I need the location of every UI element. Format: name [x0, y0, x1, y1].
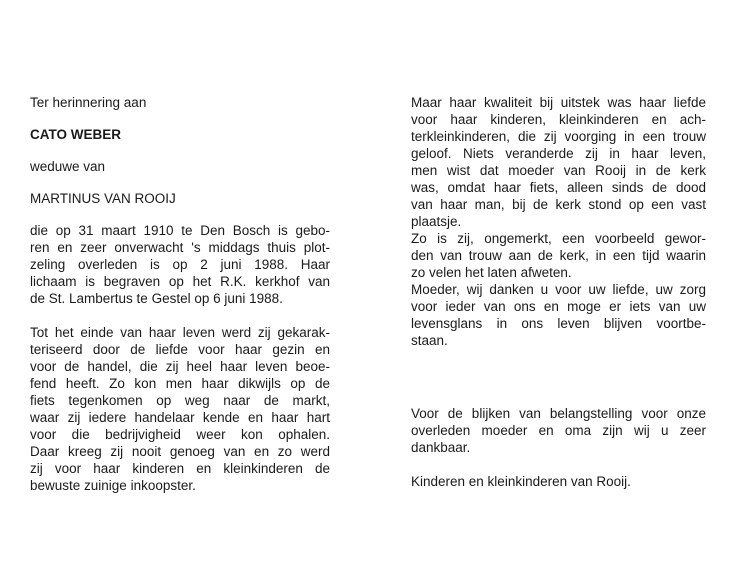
- paragraph-line: de St. Lambertus te Gestel op 6 juni 1988.: [30, 291, 283, 306]
- paragraph-line: voor haar kinderen, kleinkinderen en ach-: [411, 112, 706, 127]
- paragraph-line: lichaam is begraven op het R.K. kerkhof van: [30, 274, 330, 289]
- paragraph-line: zo velen het laten afweten.: [411, 265, 572, 280]
- paragraph-line: voor ieder van ons en moge er iets van uw: [411, 299, 706, 314]
- paragraph-line: overleden moeder en oma zijn wij u zeer: [411, 423, 706, 438]
- paragraph-line: waar zij iedere handelaar kende en haar hart: [30, 410, 330, 425]
- intro-line: Ter herinnering aan: [30, 95, 147, 110]
- paragraph-line: zij voor haar kinderen en kleinkinderen de: [30, 461, 330, 476]
- paragraph-line: Maar haar kwaliteit bij uitstek was haar liefde: [411, 95, 706, 110]
- paragraph-line: den van trouw aan de kerk, in een tijd waarin: [411, 248, 706, 263]
- paragraph-line: teriseerd door de liefde voor haar gezin en: [30, 342, 330, 357]
- paragraph-line: Zo is zij, ongemerkt, een voorbeeld gewor-: [411, 231, 706, 246]
- paragraph-line: bewuste zuinige inkoopster.: [30, 478, 196, 493]
- paragraph-line: levensglans in ons leven blijven voortbe-: [411, 316, 706, 331]
- paragraph-line: Voor de blijken van belangstelling voor onze: [411, 406, 706, 421]
- signature-line: Kinderen en kleinkinderen van Rooij.: [411, 474, 631, 489]
- paragraph-biography: [30, 222, 330, 307]
- paragraph-line: staan.: [411, 333, 448, 348]
- paragraph-line: fiets tegenkomen op weg naar de markt,: [30, 393, 330, 408]
- paragraph-line: was, omdat haar fiets, alleen sinds de dood: [411, 180, 706, 195]
- right-column: [411, 94, 706, 490]
- paragraph-line: plaatsje.: [411, 214, 462, 229]
- paragraph-life: [30, 324, 330, 494]
- deceased-name: CATO WEBER: [30, 127, 121, 142]
- paragraph-line: men wist dat moeder van Rooij in de kerk: [411, 163, 706, 178]
- paragraph-line: Daar kreeg zij nooit genoeg van en zo werd: [30, 444, 330, 459]
- paragraph-tribute: [411, 94, 706, 349]
- paragraph-line: dankbaar.: [411, 440, 471, 455]
- paragraph-line: Moeder, wij danken u voor uw liefde, uw zorg: [411, 282, 706, 297]
- paragraph-line: terkleinkinderen, die zij voorging in een trouw: [411, 129, 706, 144]
- paragraph-line: die op 31 maart 1910 te Den Bosch is gebo-: [30, 223, 330, 238]
- paragraph-line: ren en zeer onverwacht 's middags thuis plot-: [30, 240, 330, 255]
- paragraph-line: geloof. Niets veranderde zij in haar leven,: [411, 146, 706, 161]
- widow-of-line: weduwe van: [30, 159, 106, 174]
- paragraph-line: voor die bedrijvigheid weer kon ophalen.: [30, 427, 330, 442]
- paragraph-line: fend heeft. Zo kon men haar dikwijls op de: [30, 376, 330, 391]
- paragraph-line: Tot het einde van haar leven werd zij gekarak-: [30, 325, 330, 340]
- paragraph-line: van haar man, bij de kerk stond op een vast: [411, 197, 706, 212]
- paragraph-line: zeling overleden is op 2 juni 1988. Haar: [30, 257, 330, 272]
- paragraph-line: voor de handel, die zij heel haar leven beoe-: [30, 359, 330, 374]
- husband-name: MARTINUS VAN ROOIJ: [30, 191, 176, 206]
- left-column: [30, 94, 330, 494]
- paragraph-thanks: [411, 405, 706, 456]
